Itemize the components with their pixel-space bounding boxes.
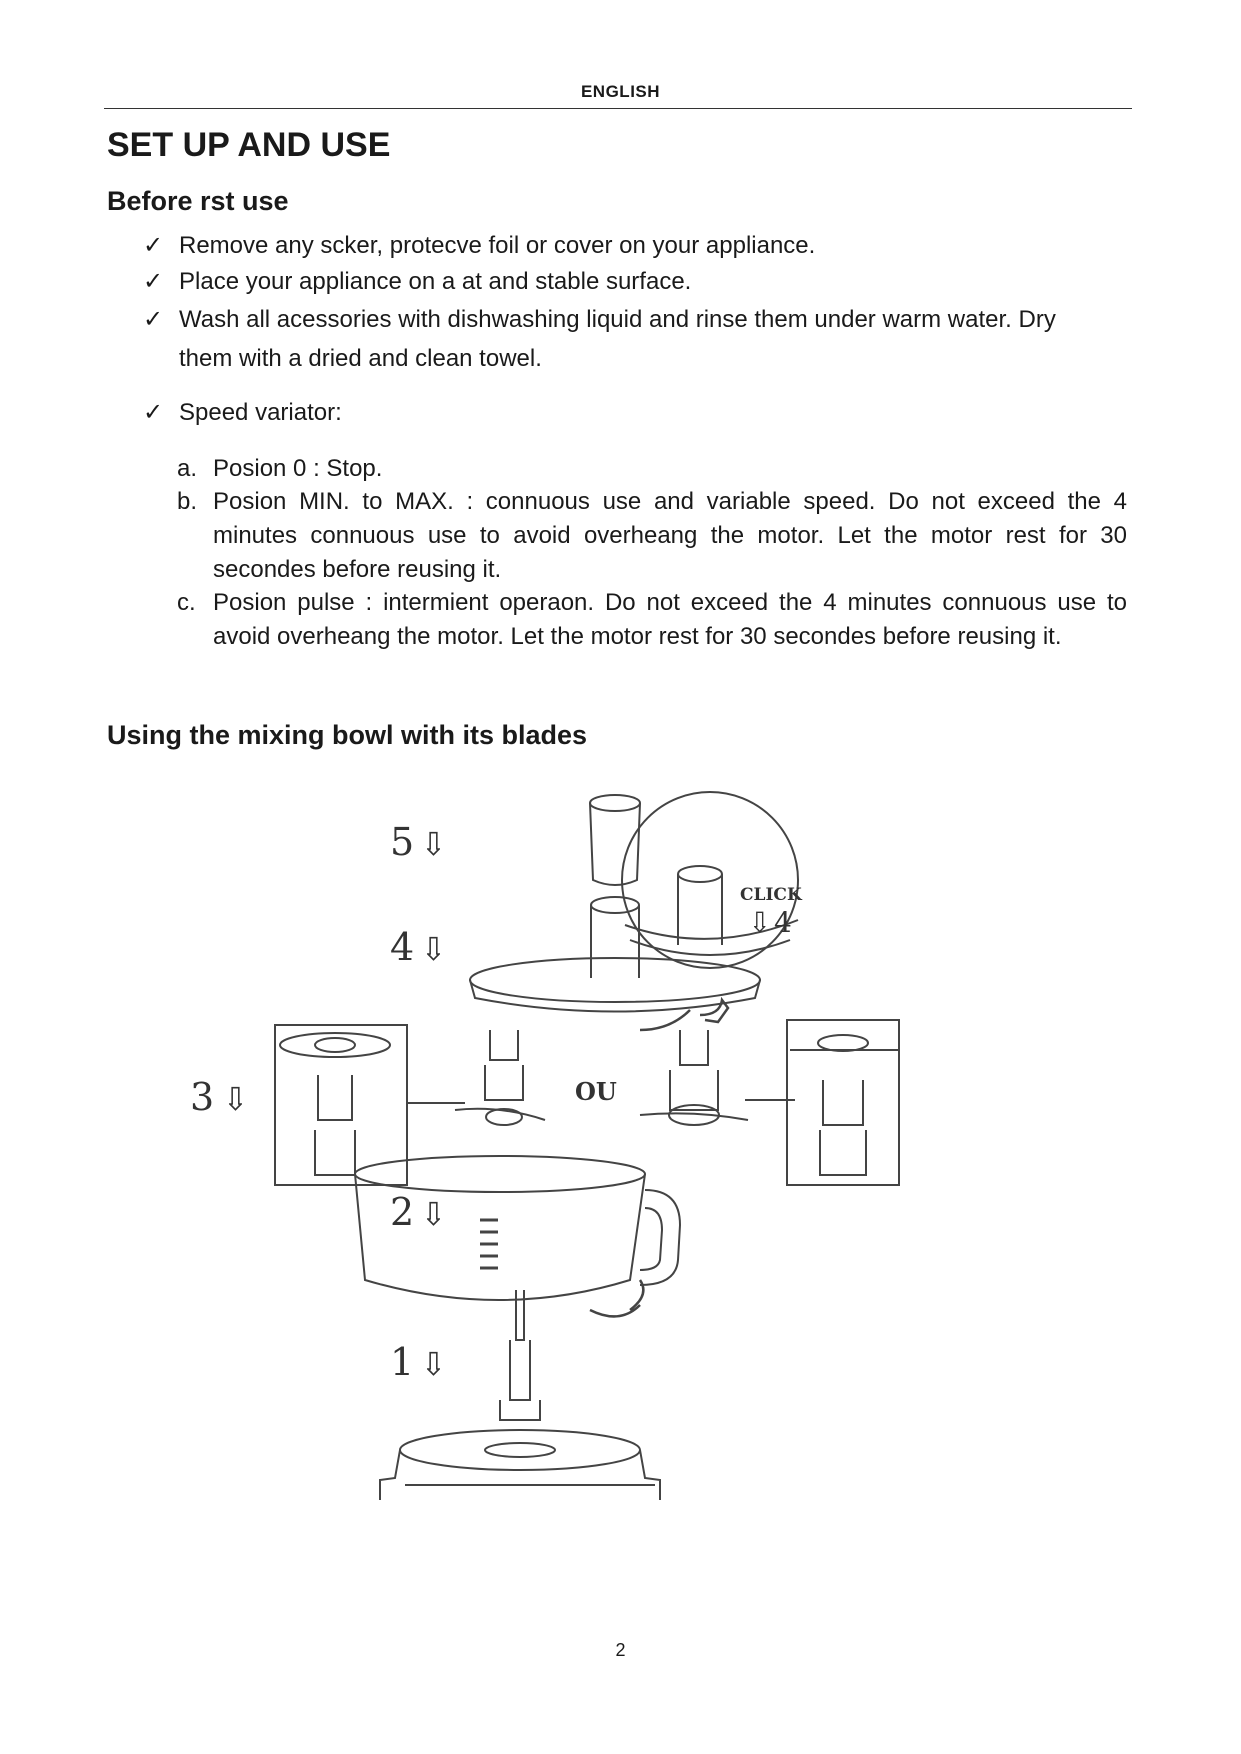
check-item	[143, 226, 1103, 265]
checkmark-icon: ✓	[143, 232, 164, 259]
speed-position-item	[177, 586, 1127, 654]
speed-position-text: Posion 0 : Stop.	[213, 455, 383, 482]
speed-position-item	[177, 452, 1127, 486]
step-label: 3	[190, 1075, 215, 1119]
speed-position-letter: c.	[177, 589, 196, 616]
click-step-label: 4	[774, 906, 792, 939]
blade-assembly-left	[455, 1030, 545, 1125]
check-item	[143, 262, 1103, 301]
page-number: 2	[615, 1640, 626, 1660]
check-item-text: Remove any scker, protecve foil or cover on your appliance.	[179, 232, 816, 259]
click-detail-illustration	[622, 792, 798, 968]
speed-position-item	[177, 485, 1127, 587]
section-heading-before-first-use: Before rst use	[107, 186, 289, 216]
speed-position-letter: a.	[177, 455, 198, 482]
arrow-down-icon: ⇩	[748, 906, 772, 939]
step-label: 2	[390, 1190, 415, 1234]
motor-base-illustration	[380, 1430, 660, 1500]
checkmark-icon: ✓	[143, 268, 164, 295]
header-language: ENGLISH	[580, 82, 661, 101]
check-item-text: Wash all acessories with dishwashing liquid and rinse them under warm water. Dry them with a dried and clean towel.	[179, 306, 1056, 372]
bowl-illustration	[355, 1156, 680, 1316]
section-heading-mixing-bowl: Using the mixing bowl with its blades	[107, 720, 588, 750]
speed-position-letter: b.	[177, 488, 198, 515]
check-item	[143, 393, 1103, 432]
arrow-down-icon: ⇩	[420, 1195, 447, 1233]
or-label: OU	[575, 1077, 617, 1106]
arrow-down-icon: ⇩	[420, 930, 447, 968]
spindle-illustration	[500, 1290, 540, 1420]
arrow-down-icon: ⇩	[420, 1345, 447, 1383]
header-rule	[104, 108, 1132, 109]
step-label: 1	[390, 1340, 415, 1384]
step-label: 5	[390, 820, 415, 864]
page-title: SET UP AND USE	[107, 126, 391, 164]
check-item	[143, 300, 1103, 378]
speed-position-text: Posion pulse : intermient operaon. Do not exceed the 4 minutes connuous use to avoid overheang the motor. Let the motor rest for 30 secondes before reusing it.	[213, 589, 1127, 650]
assembly-diagram	[190, 780, 1200, 1580]
check-item-text: Speed variator:	[179, 399, 342, 426]
speed-position-text: Posion MIN. to MAX. : connuous use and variable speed. Do not exceed the 4 minutes connuous use to avoid overheang the motor. Let the motor rest for 30 secondes before reusing it.	[213, 488, 1127, 583]
click-label: CLICK	[740, 885, 802, 905]
blade-box-left	[275, 1025, 407, 1185]
checkmark-icon: ✓	[143, 306, 164, 333]
step-label: 4	[390, 925, 415, 969]
blade-box-right	[787, 1020, 900, 1185]
arrow-down-icon: ⇩	[420, 825, 447, 863]
lid-illustration	[470, 897, 760, 1030]
blade-assembly-right	[640, 1030, 748, 1125]
checkmark-icon: ✓	[143, 399, 164, 426]
arrow-down-icon: ⇩	[222, 1080, 249, 1118]
check-item-text: Place your appliance on a at and stable surface.	[179, 268, 692, 295]
